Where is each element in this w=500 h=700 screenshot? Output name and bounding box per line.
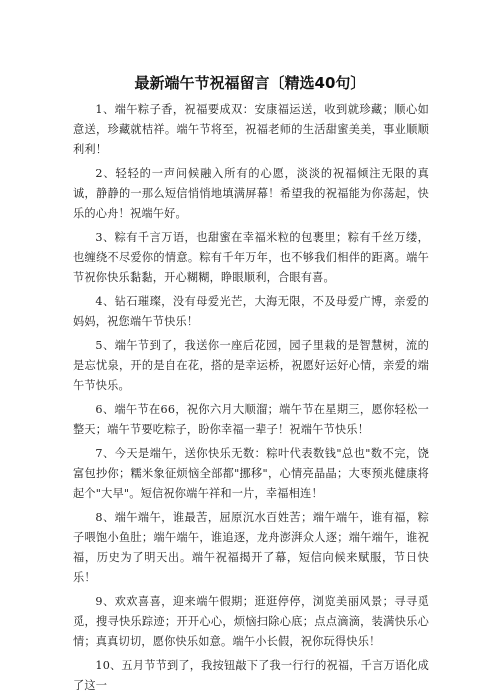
- paragraph: 6、端午节在66，祝你六月大顺溜；端午节在星期三，愿你轻松一整天；端午节要吃粽子，盼你幸福一辈子！祝端午节快乐！: [73, 403, 429, 436]
- paragraph: 2、轻轻的一声问候融入所有的心愿，淡淡的祝福倾注无限的真诚，静静的一那么短信悄悄地填满屏幕！希望我的祝福能为你荡起，快乐的心舟！祝端午好。: [73, 167, 429, 220]
- paragraph: 7、今天是端午，送你快乐无数：粽叶代表数钱"总也"数不完，饶富包抄你；糯米象征烦恼全部都"挪移"，心情亮晶晶；大枣预兆健康将起个"大早"。短信祝你端午祥和一片，幸福相连！: [73, 447, 429, 500]
- paragraph: 10、五月节节到了，我按钮敲下了我一行行的祝福，千言万语化成了这一: [73, 659, 429, 692]
- paragraph: 1、端午粽子香，祝福要成双：安康福运送，收到就珍藏；顺心如意送，珍藏就桔祥。端午节将至，祝福老师的生活甜蜜美美，事业顺顺利利！: [73, 103, 429, 156]
- document-body: [73, 100, 429, 700]
- paragraph: 9、欢欢喜喜，迎来端午假期；逛逛停停，浏览美丽风景；寻寻觅觅，搜寻快乐踪迹；开开心心，烦恼扫除心底；点点滴滴，装满快乐心情；真真切切，愿你快乐如意。端午小长假，祝你玩得快乐！: [73, 595, 429, 648]
- paragraph: 3、粽有千言万语，也甜蜜在幸福米粒的包裹里；粽有千丝万缕，也缠绕不尽爱你的情意。粽有千年万年，也不够我们相伴的距离。端午节祝你快乐黏黏，开心糊糊，睁眼顺利，合眼有喜。: [73, 231, 429, 284]
- paragraph: 8、端午端午，谁最苦，屈原沉水百姓苦；端午端午，谁有福，粽子喂饱小鱼肚；端午端午，谁追逐，龙舟澎湃众人逐；端午端午，谁祝福，历史为了明天出。端午祝福揭开了幕，短信向候来赋服，节日快乐！: [73, 511, 429, 584]
- document-title: 最新端午节祝福留言〔精选40句〕: [134, 74, 366, 92]
- paragraph: 4、钻石璀璨，没有母爱光芒，大海无限，不及母爱广博，亲爱的妈妈，祝您端午节快乐！: [73, 295, 429, 328]
- paragraph: 5、端午节到了，我送你一座后花园，园子里栽的是智慧树，流的是忘忧泉，开的是自在花，搭的是幸运桥，祝愿好运好心情，亲爱的端午节快乐。: [73, 339, 429, 392]
